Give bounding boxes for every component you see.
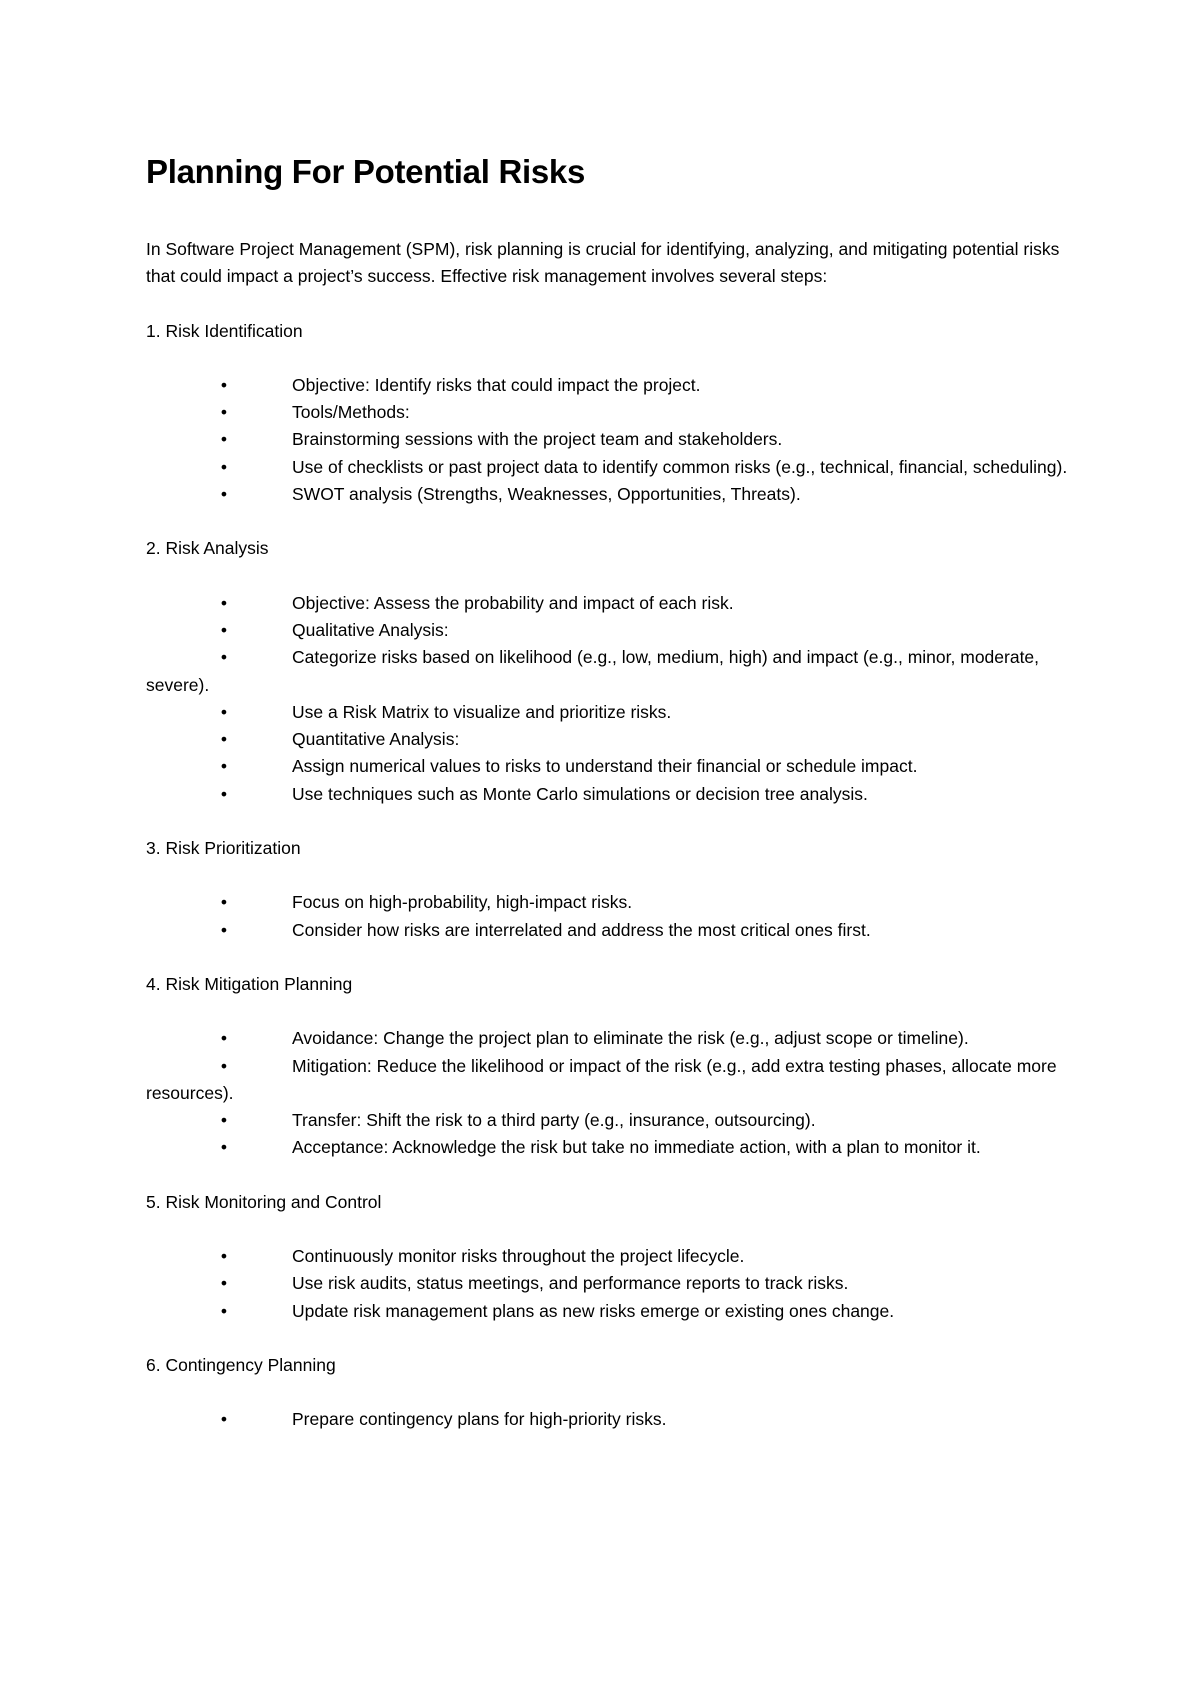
list-item-text: Acceptance: Acknowledge the risk but take no immediate action, with a plan to monitor it. (292, 1137, 981, 1158)
list-item-text: Assign numerical values to risks to understand their financial or schedule impact. (292, 756, 918, 777)
list-item-text: Continuously monitor risks throughout the project lifecycle. (292, 1246, 745, 1267)
list-item (146, 917, 1076, 944)
section-heading: 1. Risk Identification (146, 320, 303, 341)
bullet-list (146, 1406, 1076, 1433)
list-item (146, 399, 1076, 426)
list-item (146, 644, 1076, 699)
bullet-icon: • (220, 1300, 228, 1321)
section-heading: 3. Risk Prioritization (146, 838, 301, 859)
bullet-icon: • (220, 1137, 228, 1158)
section-heading: 6. Contingency Planning (146, 1354, 336, 1375)
list-item-text: Use techniques such as Monte Carlo simulations or decision tree analysis. (292, 783, 868, 804)
list-item-text: Brainstorming sessions with the project team and stakeholders. (292, 429, 783, 450)
list-item (146, 454, 1076, 481)
bullet-icon: • (220, 1028, 228, 1049)
bullet-list (146, 1243, 1076, 1325)
bullet-icon: • (220, 1273, 228, 1294)
list-item-text: Prepare contingency plans for high-priority risks. (292, 1409, 667, 1430)
list-item (146, 1053, 1076, 1108)
list-item (146, 1298, 1076, 1325)
bullet-icon: • (220, 892, 228, 913)
intro-paragraph: In Software Project Management (SPM), risk planning is crucial for identifying, analyzing, and mitigating potential risks that could impact a project’s success. Effective risk management involves several steps: (146, 239, 1060, 287)
list-item-text: Avoidance: Change the project plan to eliminate the risk (e.g., adjust scope or timeline). (292, 1028, 969, 1049)
list-item (146, 617, 1076, 644)
list-item (146, 426, 1076, 453)
list-item-text: Focus on high-probability, high-impact risks. (292, 892, 633, 913)
bullet-icon: • (220, 783, 228, 804)
bullet-list (146, 372, 1076, 508)
list-item (146, 699, 1076, 726)
list-item-text: Quantitative Analysis: (292, 729, 460, 750)
bullet-icon: • (220, 429, 228, 450)
list-item-text: Use a Risk Matrix to visualize and prioritize risks. (292, 701, 672, 722)
bullet-icon: • (220, 592, 228, 613)
bullet-icon: • (220, 1409, 228, 1430)
bullet-icon: • (220, 1055, 228, 1076)
list-item-text: Use of checklists or past project data to identify common risks (e.g., technical, financial, scheduling). (292, 456, 1068, 477)
list-item-text: Qualitative Analysis: (292, 619, 449, 640)
list-item (146, 1134, 1076, 1161)
bullet-icon: • (220, 402, 228, 423)
bullet-icon: • (220, 701, 228, 722)
list-item-text: Mitigation: Reduce the likelihood or impact of the risk (e.g., add extra testing phases, allocate more resources). (146, 1055, 1057, 1103)
list-item (146, 726, 1076, 753)
list-item-text: Consider how risks are interrelated and address the most critical ones first. (292, 919, 871, 940)
document-title: Planning For Potential Risks (146, 153, 586, 190)
list-item (146, 1270, 1076, 1297)
list-item-text: Categorize risks based on likelihood (e.g., low, medium, high) and impact (e.g., minor, moderate, severe). (146, 647, 1040, 695)
list-item-text: Objective: Assess the probability and impact of each risk. (292, 592, 734, 613)
list-item (146, 1243, 1076, 1270)
section-heading: 2. Risk Analysis (146, 538, 269, 559)
bullet-icon: • (220, 1110, 228, 1131)
list-item-text: SWOT analysis (Strengths, Weaknesses, Opportunities, Threats). (292, 484, 801, 505)
bullet-icon: • (220, 1246, 228, 1267)
list-item-text: Transfer: Shift the risk to a third party (e.g., insurance, outsourcing). (292, 1110, 816, 1131)
list-item (146, 1025, 1076, 1052)
list-item (146, 753, 1076, 780)
list-item-text: Tools/Methods: (292, 402, 410, 423)
document-body (146, 150, 1076, 1434)
bullet-list (146, 1025, 1076, 1161)
list-item (146, 1107, 1076, 1134)
list-item-text: Update risk management plans as new risks emerge or existing ones change. (292, 1300, 895, 1321)
list-item (146, 590, 1076, 617)
bullet-icon: • (220, 729, 228, 750)
list-item (146, 781, 1076, 808)
list-item (146, 481, 1076, 508)
list-item (146, 372, 1076, 399)
list-item-text: Objective: Identify risks that could impact the project. (292, 374, 701, 395)
bullet-list (146, 889, 1076, 944)
bullet-icon: • (220, 647, 228, 668)
bullet-icon: • (220, 374, 228, 395)
section-heading: 5. Risk Monitoring and Control (146, 1191, 382, 1212)
list-item-text: Use risk audits, status meetings, and performance reports to track risks. (292, 1273, 849, 1294)
bullet-icon: • (220, 756, 228, 777)
section-heading: 4. Risk Mitigation Planning (146, 973, 353, 994)
bullet-icon: • (220, 456, 228, 477)
bullet-icon: • (220, 619, 228, 640)
bullet-icon: • (220, 484, 228, 505)
bullet-icon: • (220, 919, 228, 940)
bullet-list (146, 590, 1076, 808)
list-item (146, 1406, 1076, 1433)
sections-container (146, 318, 1076, 1434)
list-item (146, 889, 1076, 916)
